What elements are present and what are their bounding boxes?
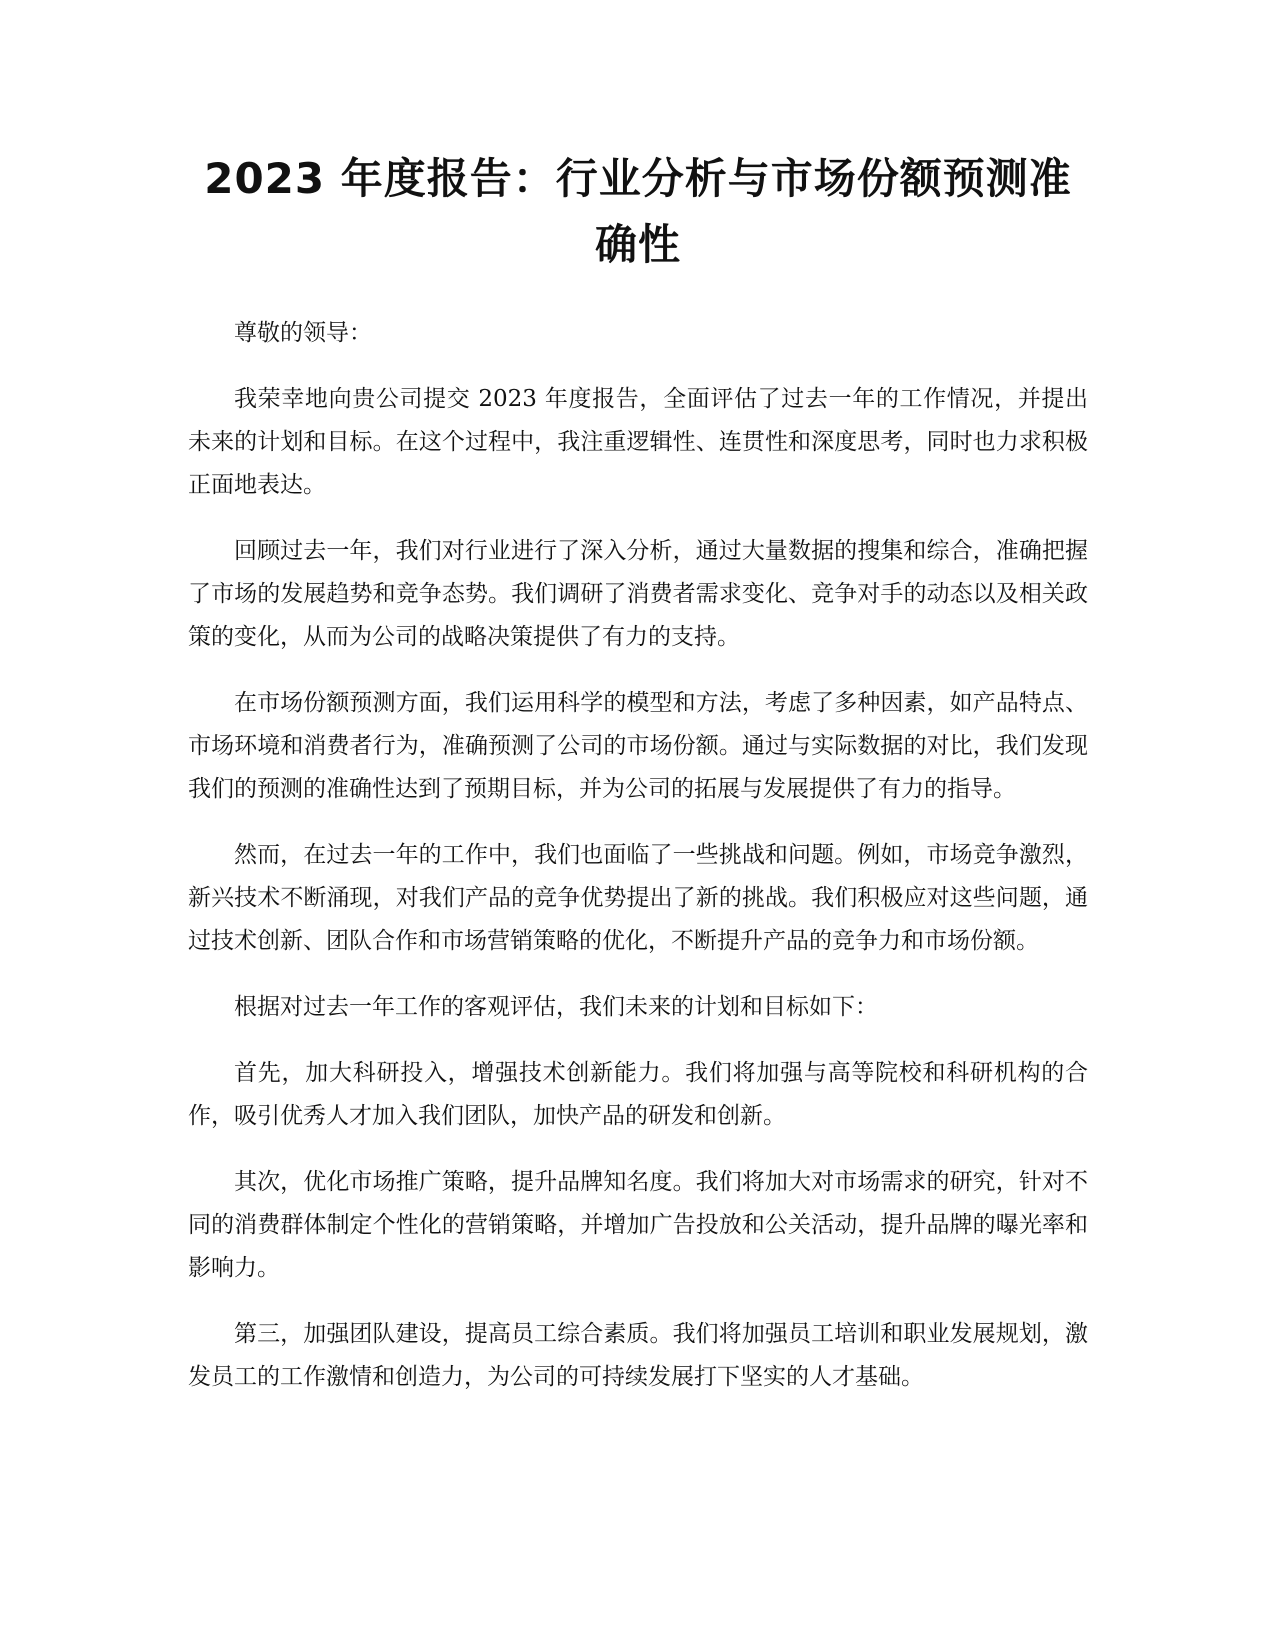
paragraph-plan-first: 首先，加大科研投入，增强技术创新能力。我们将加强与高等院校和科研机构的合作，吸引优秀人才加入我们团队，加快产品的研发和创新。 xyxy=(188,1060,1088,1129)
salutation: 尊敬的领导： xyxy=(234,320,372,346)
paragraph-plan-second: 其次，优化市场推广策略，提升品牌知名度。我们将加大对市场需求的研究，针对不同的消费群体制定个性化的营销策略，并增加广告投放和公关活动，提升品牌的曝光率和影响力。 xyxy=(188,1169,1088,1281)
paragraph-intro: 我荣幸地向贵公司提交 2023 年度报告，全面评估了过去一年的工作情况，并提出未来的计划和目标。在这个过程中，我注重逻辑性、连贯性和深度思考，同时也力求积极正面地表达。 xyxy=(188,386,1088,498)
paragraph-review: 回顾过去一年，我们对行业进行了深入分析，通过大量数据的搜集和综合，准确把握了市场的发展趋势和竞争态势。我们调研了消费者需求变化、竞争对手的动态以及相关政策的变化，从而为公司的战略决策提供了有力的支持。 xyxy=(188,538,1088,650)
paragraph-plan-third: 第三，加强团队建设，提高员工综合素质。我们将加强员工培训和职业发展规划，激发员工的工作激情和创造力，为公司的可持续发展打下坚实的人才基础。 xyxy=(188,1321,1088,1390)
paragraph-forecast: 在市场份额预测方面，我们运用科学的模型和方法，考虑了多种因素，如产品特点、市场环境和消费者行为，准确预测了公司的市场份额。通过与实际数据的对比，我们发现我们的预测的准确性达到了预期目标，并为公司的拓展与发展提供了有力的指导。 xyxy=(188,690,1088,802)
document-page xyxy=(188,0,1088,1422)
document-title: 2023 年度报告：行业分析与市场份额预测准确性 xyxy=(204,154,1072,269)
paragraph-challenges: 然而，在过去一年的工作中，我们也面临了一些挑战和问题。例如，市场竞争激烈，新兴技术不断涌现，对我们产品的竞争优势提出了新的挑战。我们积极应对这些问题，通过技术创新、团队合作和市场营销策略的优化，不断提升产品的竞争力和市场份额。 xyxy=(188,842,1088,954)
document-body xyxy=(188,312,1088,1399)
paragraph-plan-intro: 根据对过去一年工作的客观评估，我们未来的计划和目标如下： xyxy=(234,994,878,1020)
